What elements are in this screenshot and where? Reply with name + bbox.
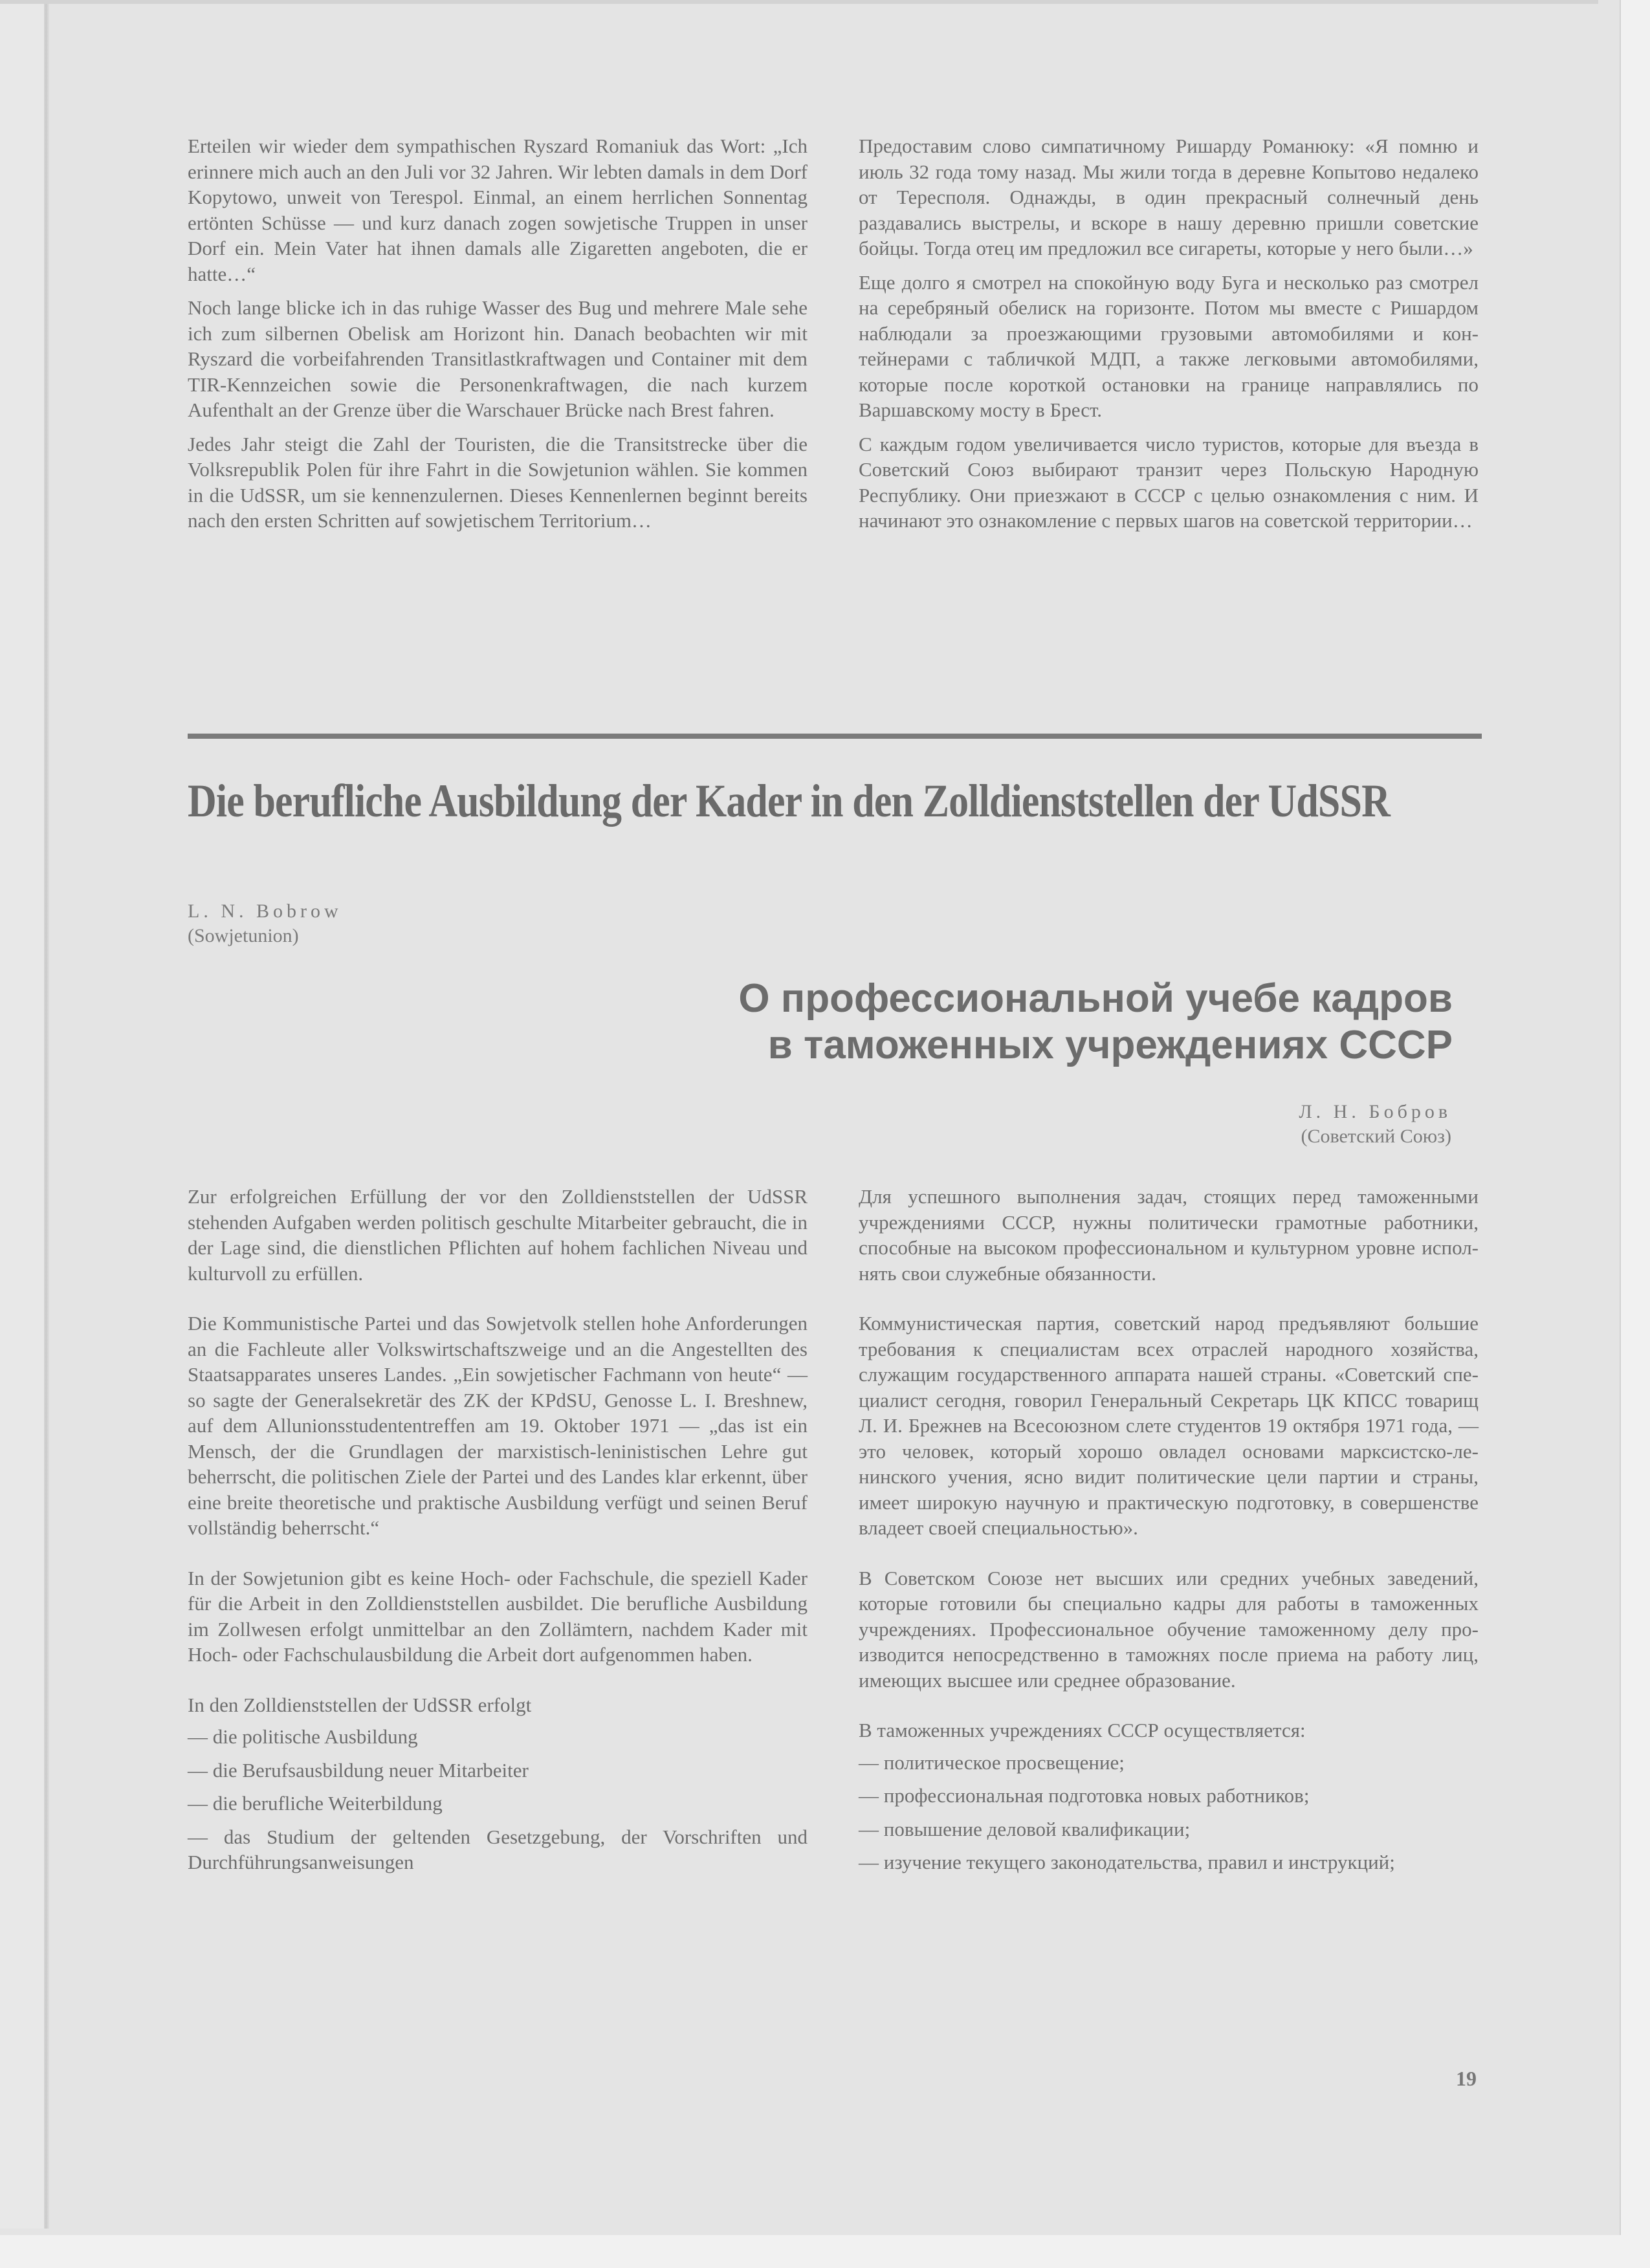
page-fold-shadow <box>44 0 49 2229</box>
page-number: 19 <box>1456 2067 1477 2090</box>
training-list-german <box>188 1724 808 1875</box>
list-item: — die politische Ausbildung <box>188 1725 418 1748</box>
article-german-column <box>188 1184 808 1883</box>
list-item: — профессиональная подготовка новых работников; <box>859 1784 1310 1807</box>
article-title-german: Die berufliche Ausbildung der Kader in den Zolldienststellen der UdSSR <box>188 775 1390 827</box>
title-line: в таможенных учреждениях СССР <box>767 1023 1453 1067</box>
title-line: О профессиональной учебе кадров <box>738 976 1453 1021</box>
list-item: — die Berufsausbildung neuer Mitarbeiter <box>188 1758 529 1782</box>
previous-article-russian-column <box>859 133 1479 542</box>
article-title-russian <box>738 976 1453 1069</box>
paragraph: Еще долго я смотрел на спокойную воду Буга и несколько раз смотрел на серебряный обелиск на горизонте. Потом мы вместе с Ришардом наблюдали за проезжающими грузовыми автомобилями и контейнерами с табличкой МДП, а также легковыми автомобилями, которые после короткой остановки на границе направлялись по Варшавскому мосту в Брест. <box>859 270 1479 421</box>
paragraph: Для успешного выполнения задач, стоящих перед таможенными учреждениями СССР, нужны политически грамотные работники, способные на высоком профессиональном и культурном уровне исполнять свои служебные обязанности. <box>859 1185 1479 1285</box>
paragraph: Предоставим слово симпатичному Ришарду Романюку: «Я помню и июль 32 года тому назад. Мы жили тогда в деревне Копытово недалеко от Тересполя. Однажды, в один прекрасный солнечный день раздавались выстрелы, и вскоре в нашу деревню пришли советские бойцы. Тогда отец им предложил все сигареты, которые у него были…» <box>859 135 1479 259</box>
paragraph: Die Kommunistische Partei und das Sowjetvolk stellen hohe Anforderungen an die Fachleute aller Volkswirtschaftszweige und an die Angestellten des Staatsapparates unseres Landes. „Ein sowjetischer Fachmann von heute“ — so sagte der Generalsekretär des ZK der KPdSU, Genosse L. I. Breshnew, auf dem Allunionsstudententreffen am 19. Oktober 1971 — „das ist ein Mensch, der die Grundlagen der marxistisch-leninistischen Lehre gut beherrscht, die politischen Ziele der Partei und des Landes klar erkennt, über eine breite theoretische und praktische Ausbildung verfügt und seinen Beruf vollständig beherrscht.“ <box>188 1312 808 1539</box>
author-country: (Советский Союз) <box>1301 1126 1451 1147</box>
article-russian-column <box>859 1184 1479 1883</box>
list-intro: В таможенных учреждениях СССР осуществляется: <box>859 1719 1306 1741</box>
paragraph: Коммунистическая партия, советский народ предъявляют большие требования к специалистам всех отраслей народного хозяйства, служащим государственного аппарата нашей страны. «Советский специалист сегодня, говорил Генеральный Секретарь ЦК КПСС товарищ Л. И. Брежнев на Всесоюзном слете студентов 19 октября 1971 года, — это человек, который хорошо овладел основами марксистско-ленинского учения, ясно видит политические цели партии и страны, имеет широкую научную и практическую подготовку, в совершенстве владеет своей специальностью». <box>859 1312 1479 1539</box>
author-country: (Sowjetunion) <box>188 925 299 946</box>
list-intro: In den Zolldienststellen der UdSSR erfolgt <box>188 1693 532 1716</box>
paragraph: Zur erfolgreichen Erfüllung der vor den Zolldienststellen der UdSSR stehenden Aufgaben werden politisch geschulte Mitarbeiter gebraucht, die in der Lage sind, die dienstlichen Pflichten auf hohem fachlichen Niveau und kulturvoll zu erfüllen. <box>188 1185 808 1285</box>
paragraph: Noch lange blicke ich in das ruhige Wasser des Bug und mehrere Male sehe ich zum silbernen Obelisk am Horizont hin. Danach beobachten wir mit Ryszard die vorbeifahrenden Transitlastkraftwagen und Container mit dem TIR-Kennzeichen sowie die Personenkraftwagen, die nach kurzem Aufenthalt an der Grenze über die Warschauer Brücke nach Brest fahren. <box>188 296 808 421</box>
list-item: — изучение текущего законодательства, правил и инструкций; <box>859 1851 1395 1873</box>
section-divider-rule <box>188 734 1482 739</box>
paragraph: Jedes Jahr steigt die Zahl der Touristen, die die Transitstrecke über die Volksrepublik Polen für ihre Fahrt in die Sowjetunion wählen. Sie kommen in die UdSSR, um sie kennenzulernen. Dieses Kennenlernen beginnt bereits nach den ersten Schritten auf sowjetischem Territorium… <box>188 432 808 532</box>
previous-article-german-column <box>188 133 808 542</box>
byline-russian <box>1299 1100 1451 1149</box>
byline-german <box>188 899 342 948</box>
paragraph: Erteilen wir wieder dem sympathischen Ryszard Romaniuk das Wort: „Ich erinnere mich auch an den Juli vor 32 Jahren. Wir lebten damals in dem Dorf Kopytowo, unweit von Terespol. Einmal, an einem herrlichen Sonnentag ertönten Schüsse — und kurz danach zogen sowjetische Truppen in unser Dorf ein. Mein Vater hat ihnen damals alle Zigaretten angeboten, die er hatte…“ <box>188 135 808 285</box>
page-top-edge <box>0 0 1598 4</box>
author-name: Л. Н. Бобров <box>1299 1101 1451 1122</box>
paragraph: In der Sowjetunion gibt es keine Hoch- oder Fachschule, die speziell Kader für die Arbeit in den Zolldienststellen ausbildet. Die berufliche Ausbildung im Zollwesen erfolgt unmittelbar an den Zollämtern, nachdem Kader mit Hoch- oder Fachschulausbildung die Arbeit dort aufgenommen haben. <box>188 1566 808 1666</box>
list-item: — повышение деловой квалификации; <box>859 1817 1191 1840</box>
training-list-russian <box>859 1750 1479 1875</box>
paragraph: В Советском Союзе нет высших или средних учебных заведений, которые готовили бы специально кадры для работы в таможенных учреждениях. Профессиональное обучение таможенному делу производится непосредственно в таможнях после приема на работу лиц, имеющих высшее или среднее образование. <box>859 1566 1479 1692</box>
author-name: L. N. Bobrow <box>188 900 342 922</box>
list-item: — политическое просвещение; <box>859 1750 1125 1774</box>
binding-margin <box>0 0 45 2229</box>
list-item: — das Studium der geltenden Gesetzgebung, der Vorschriften und Durchführungsanweisungen <box>188 1825 808 1873</box>
paragraph: С каждым годом увеличивается число туристов, которые для въезда в Советский Союз выбирают транзит через Польскую Народную Республику. Они приезжают в СССР с целью ознакомления с ним. И начинают это ознакомление с первых шагов на советской территории… <box>859 432 1479 532</box>
list-item: — die berufliche Weiterbildung <box>188 1792 443 1815</box>
